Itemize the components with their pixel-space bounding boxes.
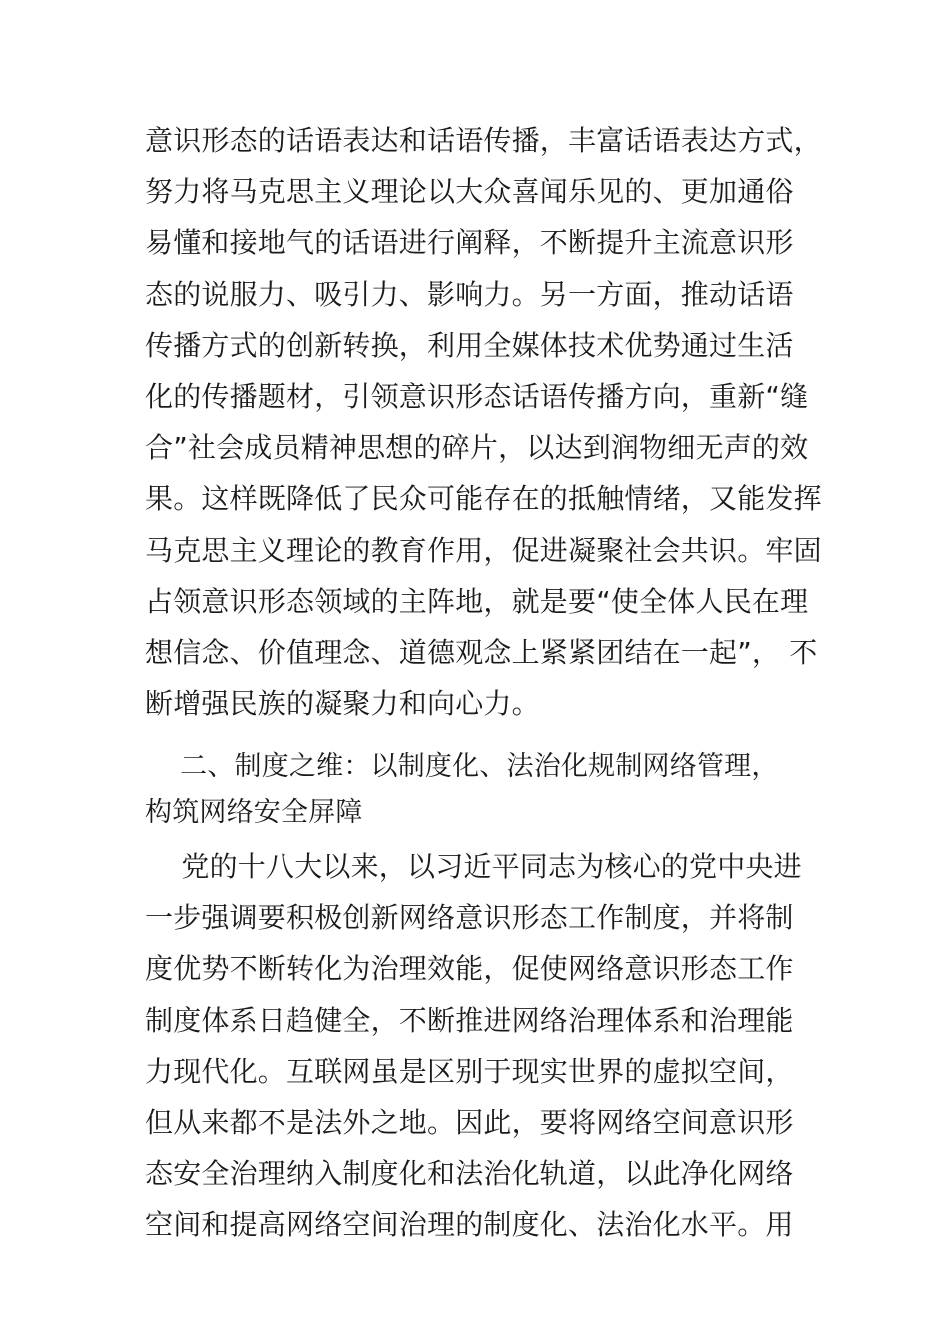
text-line: 空间和提高网络空间治理的制度化、法治化水平。用 <box>145 1208 794 1242</box>
text-line: 断增强民族的凝聚力和向心力。 <box>145 687 540 721</box>
text-line: 占领意识形态领域的主阵地，就是要“使全体人民在理 <box>145 584 809 618</box>
body-paragraph <box>145 841 825 1251</box>
text-line: 度优势不断转化为治理效能，促使网络意识形态工作 <box>145 952 794 986</box>
section-heading <box>145 744 825 836</box>
text-line: 制度体系日趋健全，不断推进网络治理体系和治理能 <box>145 1003 794 1037</box>
text-line: 态安全治理纳入制度化和法治化轨道，以此净化网络 <box>145 1157 794 1191</box>
text-line: 马克思主义理论的教育作用，促进凝聚社会共识。牢固 <box>145 533 822 567</box>
text-line: 化的传播题材，引领意识形态话语传播方向，重新“缝 <box>145 380 809 414</box>
text-line: 想信念、价值理念、道德观念上紧紧团结在一起”， 不 <box>145 636 818 670</box>
body-paragraph <box>145 115 825 729</box>
heading-line: 构筑网络安全屏障 <box>145 797 363 828</box>
text-line: 力现代化。互联网虽是区别于现实世界的虚拟空间， <box>145 1054 794 1088</box>
text-line: 传播方式的创新转换，利用全媒体技术优势通过生活 <box>145 328 794 362</box>
heading-line: 二、制度之维：以制度化、法治化规制网络管理， <box>145 751 779 782</box>
text-line: 合”社会成员精神思想的碎片，以达到润物细无声的效 <box>145 431 809 465</box>
text-line: 党的十八大以来，以习近平同志为核心的党中央进 <box>145 850 802 883</box>
text-line: 易懂和接地气的话语进行阐释，不断提升主流意识形 <box>145 226 794 260</box>
text-line: 态的说服力、吸引力、影响力。另一方面，推动话语 <box>145 277 794 311</box>
text-line: 意识形态的话语表达和话语传播，丰富话语表达方式， <box>145 124 822 157</box>
text-line: 果。这样既降低了民众可能存在的抵触情绪，又能发挥 <box>145 482 822 516</box>
text-line: 一步强调要积极创新网络意识形态工作制度，并将制 <box>145 901 794 935</box>
text-line: 努力将马克思主义理论以大众喜闻乐见的、更加通俗 <box>145 175 794 209</box>
text-line: 但从来都不是法外之地。因此，要将网络空间意识形 <box>145 1106 794 1140</box>
